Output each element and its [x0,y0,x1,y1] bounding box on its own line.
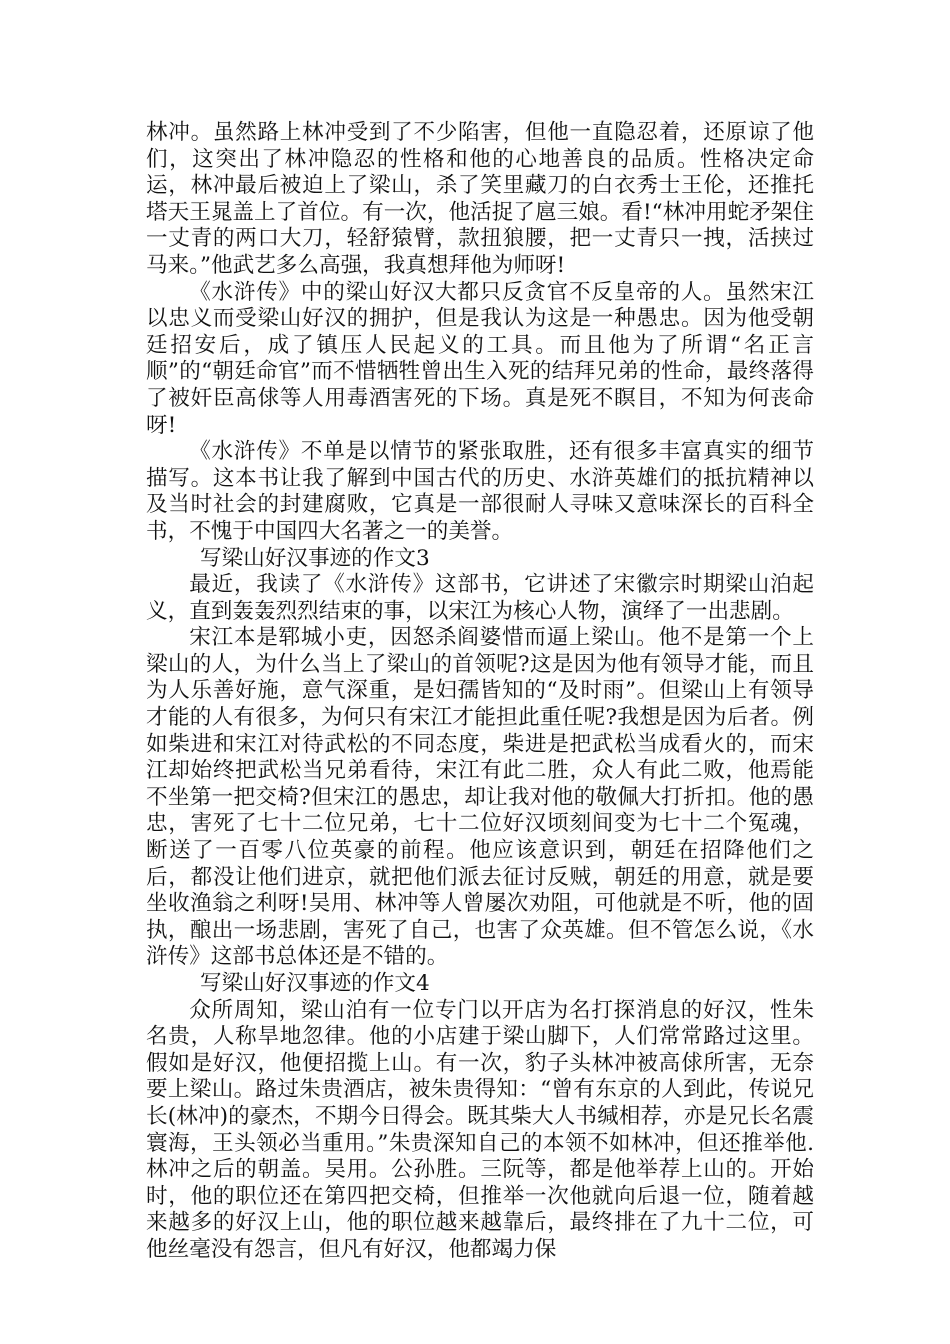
body-paragraph-6: 众所周知，梁山泊有一位专门以开店为名打探消息的好汉，性朱名贵，人称旱地忽律。他的小店建于梁山脚下，人们常常路过这里。假如是好汉，他便招揽上山。有一次，豹子头林冲被高俅所害，无奈要上梁山。路过朱贵酒店，被朱贵得知：“曾有东京的人到此，传说兄长(林冲)的豪杰，不期今日得会。既其柴大人书缄相荐，亦是兄长名震寰海，王头领必当重用。”朱贵深知自己的本领不如林冲，但还推举他.林冲之后的朝盖。吴用。公孙胜。三阮等，都是他举荐上山的。开始时，他的职位还在第四把交椅，但推举一次他就向后退一位，随着越来越多的好汉上山，他的职位越来越靠后，最终排在了九十二位，可他丝毫没有怨言，但凡有好汉，他都竭力保 [146,997,814,1262]
document-page [146,120,814,1264]
body-paragraph-1: 林冲。虽然路上林冲受到了不少陷害，但他一直隐忍着，还原谅了他们，这突出了林冲隐忍的性格和他的心地善良的品质。性格决定命运，林冲最后被迫上了梁山，杀了笑里藏刀的白衣秀士王伦，还推托塔天王晁盖上了首位。有一次，他活捉了扈三娘。看!“林冲用蛇矛架住一丈青的两口大刀，轻舒猿臂，款扭狼腰，把一丈青只一拽，活挟过马来。”他武艺多么高强，我真想拜他为师呀! [146,120,814,278]
body-paragraph-4: 最近，我读了《水浒传》这部书，它讲述了宋徽宗时期梁山泊起义，直到轰轰烈烈结束的事，以宋江为核心人物，演绎了一出悲剧。 [146,572,814,624]
section-heading-essay-4: 写梁山好汉事迹的作文4 [200,971,430,996]
section-heading-essay-3: 写梁山好汉事迹的作文3 [200,545,430,571]
body-paragraph-5: 宋江本是郓城小吏，因怒杀阎婆惜而逼上梁山。他不是第一个上梁山的人，为什么当上了梁山的首领呢?这是因为他有领导才能，而且为人乐善好施，意气深重，是妇孺皆知的“及时雨”。但梁山上有领导才能的人有很多，为何只有宋江才能担此重任呢?我想是因为后者。例如柴进和宋江对待武松的不同态度，柴进是把武松当成看火的，而宋江却始终把武松当兄弟看待，宋江有此二胜，众人有此二败，他焉能不坐第一把交椅?但宋江的愚忠，却让我对他的敬佩大打折扣。他的愚忠，害死了七十二位兄弟，七十二位好汉顷刻间变为七十二个冤魂，断送了一百零八位英豪的前程。他应该意识到，朝廷在招降他们之后，都没让他们进京，就把他们派去征讨反贼，朝廷的用意，就是要坐收渔翁之利呀!吴用、林冲等人曾屡次劝阻，可他就是不听，他的固执，酿出一场悲剧，害死了自己，也害了众英雄。但不管怎么说，《水浒传》这部书总体还是不错的。 [146,625,814,970]
body-paragraph-3: 《水浒传》不单是以情节的紧张取胜，还有很多丰富真实的细节描写。这本书让我了解到中国古代的历史、水浒英雄们的抵抗精神以及当时社会的封建腐败，它真是一部很耐人寻味又意味深长的百科全书，不愧于中国四大名著之一的美誉。 [146,439,814,544]
body-paragraph-2: 《水浒传》中的梁山好汉大都只反贪官不反皇帝的人。虽然宋江以忠义而受梁山好汉的拥护，但是我认为这是一种愚忠。因为他受朝廷招安后，成了镇压人民起义的工具。而且他为了所谓“名正言顺”的“朝廷命官”而不惜牺牲曾出生入死的结拜兄弟的性命，最终落得了被奸臣高俅等人用毒酒害死的下场。真是死不瞑目，不知为何丧命呀! [146,279,814,438]
